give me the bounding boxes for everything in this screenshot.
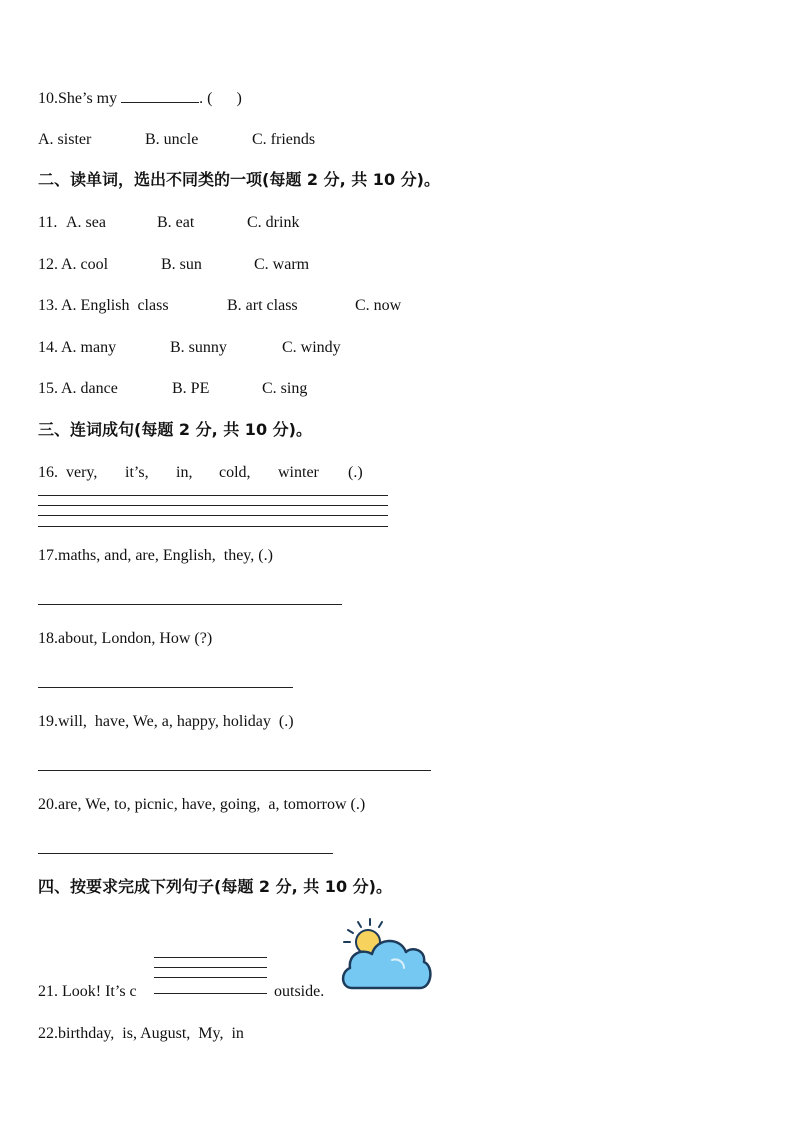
answer-line[interactable] xyxy=(38,604,342,605)
answer-blank[interactable] xyxy=(121,88,199,103)
option-c: C. now xyxy=(355,297,402,314)
answer-line[interactable] xyxy=(154,967,267,968)
word-chip: (.) xyxy=(348,464,363,481)
option-a: A. many xyxy=(61,339,117,356)
question-20: 20.are, We, to, picnic, have, going, a, tomorrow (.) xyxy=(38,796,366,813)
question-11-number: 11. xyxy=(38,214,58,231)
question-10-stem: 10.She’s my xyxy=(38,90,122,107)
answer-line[interactable] xyxy=(154,977,267,978)
question-13-number: 13. xyxy=(38,297,58,314)
section-4-heading: 四、按要求完成下列句子(每题 2 分, 共 10 分)。 xyxy=(38,877,392,896)
answer-line[interactable] xyxy=(154,993,267,994)
answer-line[interactable] xyxy=(38,515,388,516)
option-b: B. PE xyxy=(172,380,210,397)
option-c: C. warm xyxy=(254,256,310,273)
option-b: B. sun xyxy=(161,256,202,273)
word-chip: winter xyxy=(278,464,319,481)
question-14-number: 14. xyxy=(38,339,58,356)
option-c: C. friends xyxy=(252,131,316,148)
word-chip: cold, xyxy=(219,464,251,481)
question-19: 19.will, have, We, a, happy, holiday (.) xyxy=(38,713,294,730)
section-3-heading: 三、连词成句(每题 2 分, 共 10 分)。 xyxy=(38,420,312,439)
sun-behind-cloud-icon xyxy=(338,916,434,994)
question-21-prefix: 21. Look! It’s c xyxy=(38,983,137,1000)
option-b: B. sunny xyxy=(170,339,227,356)
answer-line[interactable] xyxy=(38,505,388,506)
answer-line[interactable] xyxy=(38,687,293,688)
option-b: B. uncle xyxy=(145,131,199,148)
question-10 xyxy=(38,88,242,109)
word-chip: in, xyxy=(176,464,193,481)
answer-line[interactable] xyxy=(154,957,267,958)
option-a: A. dance xyxy=(61,380,118,397)
option-a: A. sister xyxy=(38,131,92,148)
question-17: 17.maths, and, are, English, they, (.) xyxy=(38,547,273,564)
answer-line[interactable] xyxy=(38,495,388,496)
word-chip: very, xyxy=(66,464,98,481)
option-b: B. eat xyxy=(157,214,195,231)
option-a: A. English class xyxy=(61,297,169,314)
question-10-tail: . ( ) xyxy=(199,90,242,107)
question-15-number: 15. xyxy=(38,380,58,397)
option-a: A. cool xyxy=(61,256,109,273)
option-a: A. sea xyxy=(66,214,106,231)
question-22: 22.birthday, is, August, My, in xyxy=(38,1025,244,1042)
question-18: 18.about, London, How (?) xyxy=(38,630,213,647)
question-21-suffix: outside. xyxy=(274,983,325,1000)
option-b: B. art class xyxy=(227,297,298,314)
answer-line[interactable] xyxy=(38,526,388,527)
question-16-number: 16. xyxy=(38,464,58,481)
answer-line[interactable] xyxy=(38,853,333,854)
word-chip: it’s, xyxy=(125,464,149,481)
question-12-number: 12. xyxy=(38,256,58,273)
option-c: C. drink xyxy=(247,214,300,231)
section-2-heading: 二、读单词，选出不同类的一项(每题 2 分, 共 10 分)。 xyxy=(38,170,440,189)
option-c: C. sing xyxy=(262,380,308,397)
answer-line[interactable] xyxy=(38,770,431,771)
option-c: C. windy xyxy=(282,339,341,356)
